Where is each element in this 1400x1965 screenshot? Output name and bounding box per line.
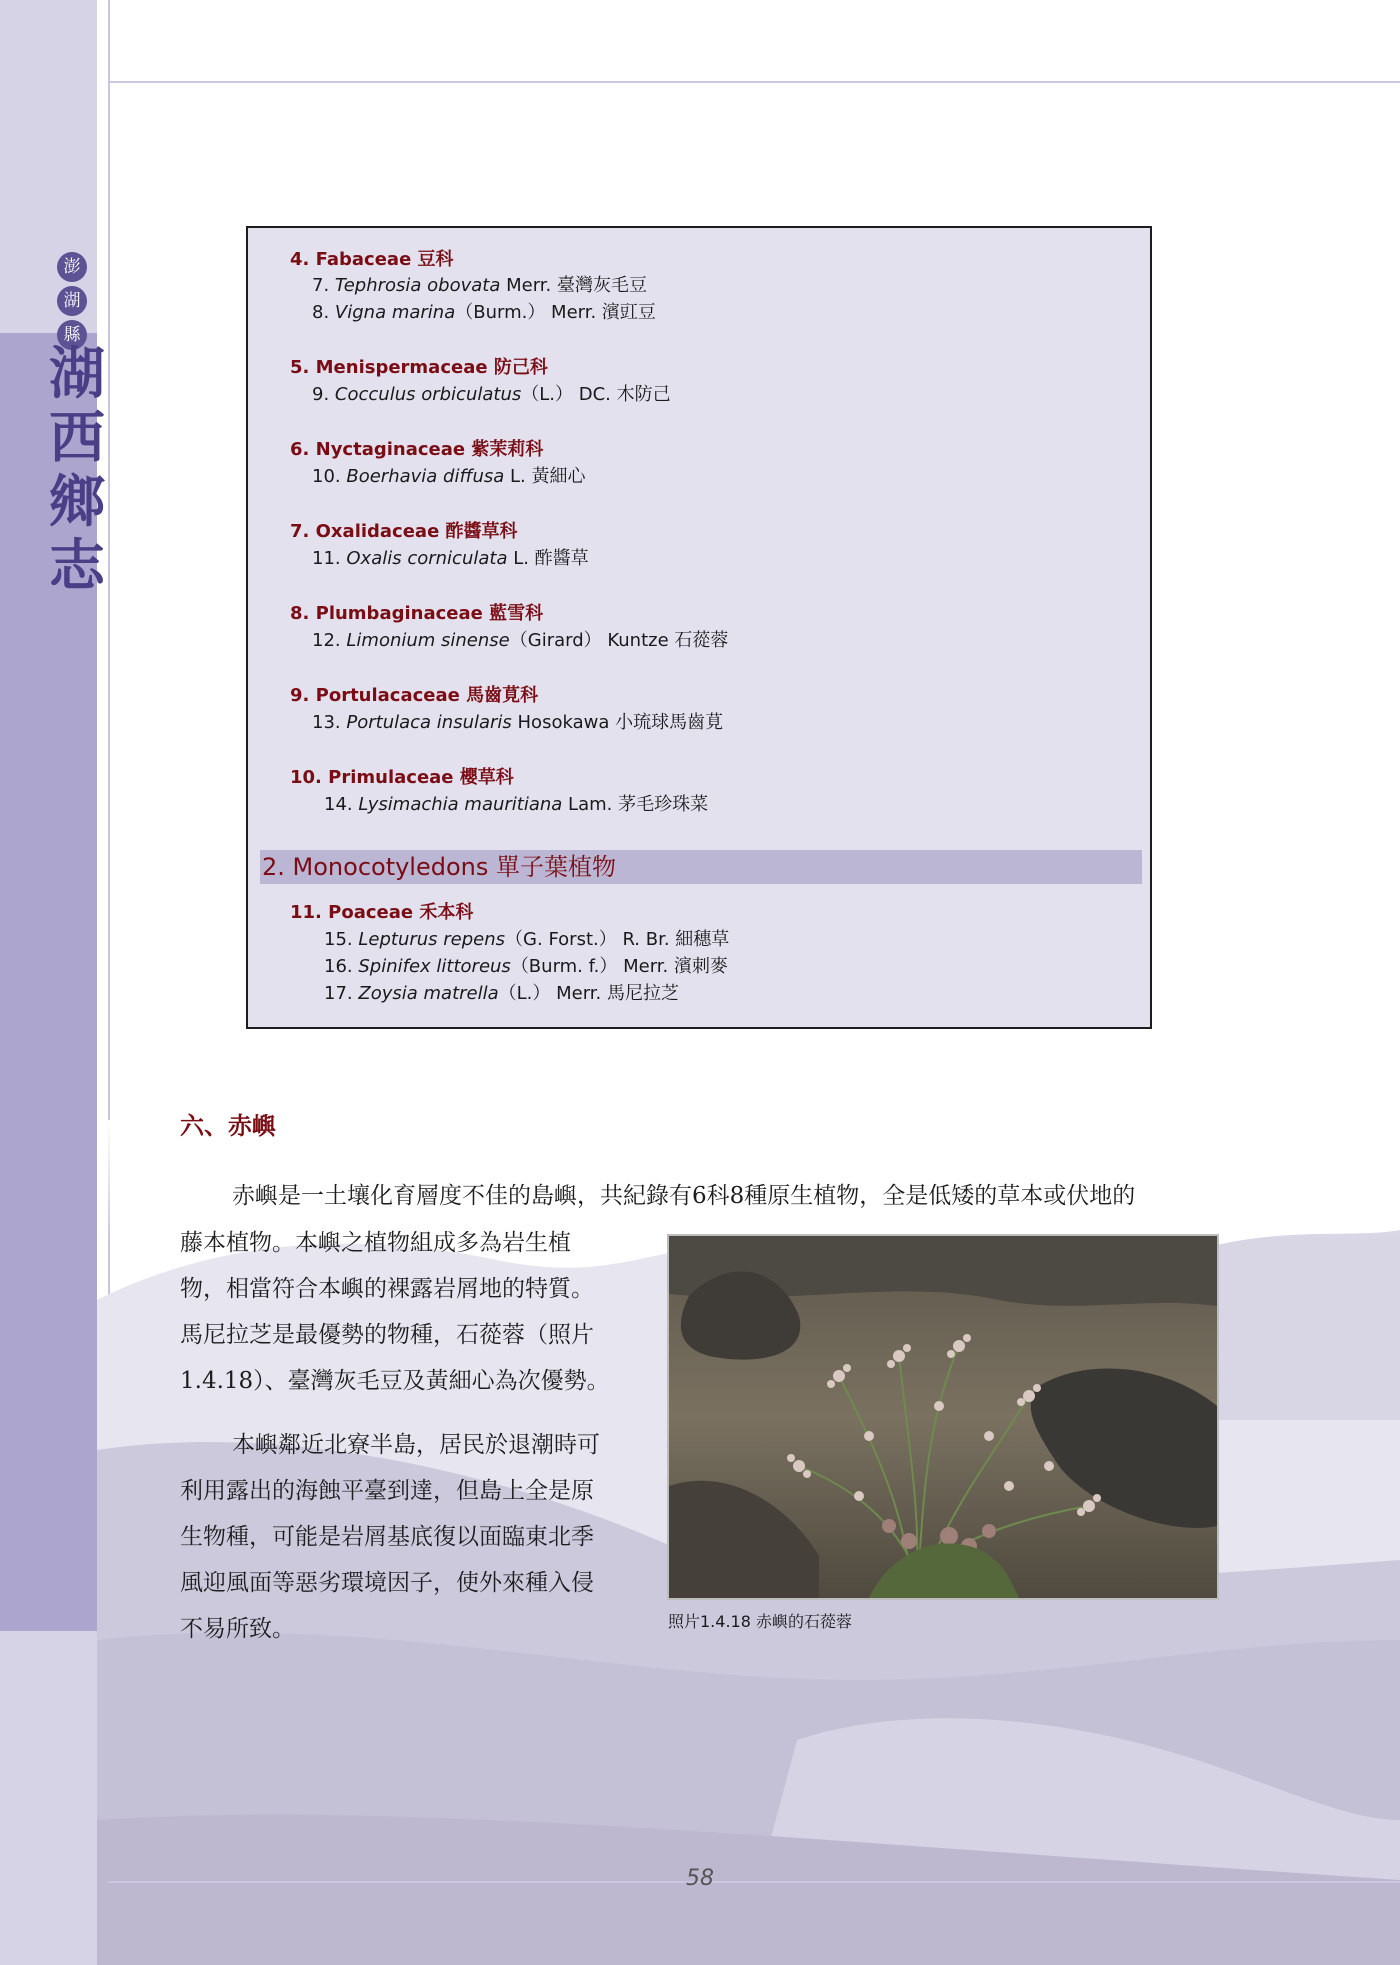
paragraph-line: 利用露出的海蝕平臺到達，但島上全是原 <box>180 1478 594 1504</box>
species-entry: 10. Boerhavia diffusa L. 黃細心 <box>312 466 586 487</box>
paragraph-line: 生物種，可能是岩屑基底復以面臨東北季 <box>180 1524 594 1550</box>
species-entry: 16. Spinifex littoreus（Burm. f.） Merr. 濱刺麥 <box>324 956 728 977</box>
paragraph-line: 藤本植物。本嶼之植物組成多為岩生植 <box>180 1230 571 1256</box>
book-title-char: 西 <box>49 405 105 471</box>
species-entry: 12. Limonium sinense（Girard） Kuntze 石蓯蓉 <box>312 630 729 651</box>
paragraph-line: 1.4.18）、臺灣灰毛豆及黃細心為次優勢。 <box>180 1368 610 1394</box>
species-entry: 13. Portulaca insularis Hosokawa 小琉球馬齒莧 <box>312 712 724 733</box>
book-title-char: 鄉 <box>49 469 105 535</box>
species-entry: 15. Lepturus repens（G. Forst.） R. Br. 細穗草 <box>324 929 730 950</box>
photo-illustration <box>669 1236 1217 1598</box>
family-heading: 8. Plumbaginaceae 藍雪科 <box>290 603 544 624</box>
book-title-char: 志 <box>49 533 105 599</box>
paragraph-line: 赤嶼是一土壤化育層度不佳的島嶼，共紀錄有6科8種原生植物，全是低矮的草本或伏地的 <box>232 1183 1136 1209</box>
paragraph-line: 不易所致。 <box>180 1616 295 1642</box>
county-char: 湖 <box>57 286 87 316</box>
species-entry: 17. Zoysia matrella（L.） Merr. 馬尼拉芝 <box>324 983 679 1004</box>
species-entry: 14. Lysimachia mauritiana Lam. 茅毛珍珠菜 <box>324 794 709 815</box>
paragraph-line: 本嶼鄰近北寮半島，居民於退潮時可 <box>232 1432 600 1458</box>
header-rule <box>108 81 1400 83</box>
family-heading: 6. Nyctaginaceae 紫茉莉科 <box>290 439 544 460</box>
paragraph-line: 馬尼拉芝是最優勢的物種，石蓯蓉（照片 <box>180 1322 594 1348</box>
footer-rule <box>108 1881 1400 1883</box>
family-heading: 7. Oxalidaceae 酢醬草科 <box>290 521 518 542</box>
section-heading: 六、赤嶼 <box>180 1112 276 1140</box>
monocot-heading: 2. Monocotyledons 單子葉植物 <box>262 853 616 881</box>
family-heading: 10. Primulaceae 櫻草科 <box>290 767 514 788</box>
family-heading: 5. Menispermaceae 防己科 <box>290 357 548 378</box>
book-title <box>47 342 107 598</box>
family-heading: 9. Portulacaceae 馬齒莧科 <box>290 685 539 706</box>
photo-caption: 照片1.4.18 赤嶼的石蓯蓉 <box>668 1612 852 1631</box>
county-char: 澎 <box>57 252 87 282</box>
family-heading: 11. Poaceae 禾本科 <box>290 902 474 923</box>
species-entry: 11. Oxalis corniculata L. 酢醬草 <box>312 548 589 569</box>
limonium-photo <box>667 1234 1219 1600</box>
species-list-box <box>246 226 1152 1029</box>
species-entry: 9. Cocculus orbiculatus（L.） DC. 木防己 <box>312 384 671 405</box>
county-char: 縣 <box>57 320 87 350</box>
county-seal-stack <box>55 252 89 350</box>
family-heading: 4. Fabaceae 豆科 <box>290 249 454 270</box>
species-entry: 7. Tephrosia obovata Merr. 臺灣灰毛豆 <box>312 275 647 296</box>
book-title-char: 湖 <box>49 341 105 407</box>
paragraph-line: 風迎風面等惡劣環境因子，使外來種入侵 <box>180 1570 594 1596</box>
page-number: 58 <box>686 1866 714 1891</box>
species-entry: 8. Vigna marina（Burm.） Merr. 濱豇豆 <box>312 302 656 323</box>
paragraph-line: 物，相當符合本嶼的裸露岩屑地的特質。 <box>180 1276 594 1302</box>
